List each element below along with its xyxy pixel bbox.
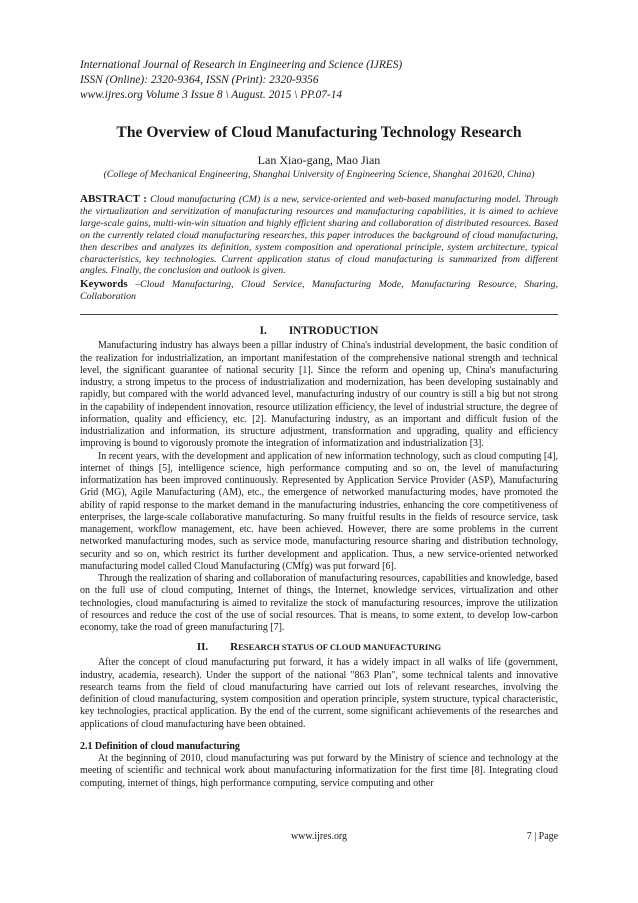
section-number: I.: [259, 325, 267, 338]
abstract-text: Cloud manufacturing (CM) is a new, service-oriented and web-based manufacturing model. Through the virtualization and servitization of manufacturing resources and manufacturing capabilities, it is aimed to achieve large-scale gains, multi-win-win situation and highly efficient sharing and collaboration of distributed resources. Based on the currently related cloud manufacturing researches, this paper introduces the background of cloud manufacturing, then describes and analyzes its definition, system composition and operational principle, system architecture, typical characteristics, key technologies. Current application status of cloud manufacturing is summarized from different angles. Finally, the conclusion and outlook is given.: [80, 194, 559, 277]
paper-affiliation: (College of Mechanical Engineering, Shanghai University of Engineering Science, Shanghai 201620, China): [103, 169, 535, 180]
journal-volume: www.ijres.org Volume 3 Issue 8 \ August. 2015 \ PP.07-14: [80, 89, 343, 101]
section-title-rest: ESEARCH STATUS OF CLOUD MANUFACTURING: [238, 642, 442, 653]
section-title: INTRODUCTION: [288, 325, 379, 338]
abstract: [80, 194, 558, 277]
abstract-label: ABSTRACT :: [80, 193, 147, 205]
intro-paragraph: Through the realization of sharing and collaboration of manufacturing resources, capabilities and knowledge, based on the full use of cloud computing, Internet of things, the Internet, knowledge services, virtualization and other technologies, cloud manufacturing is aimed to revitalize the stock of manufacturing resources, improve the utilization of resources and reduce the cost of the use of social resources. That is means, to some extent, to develop low-carbon economy, take the road of green manufacturing [7].: [80, 573, 558, 634]
intro-paragraph: In recent years, with the development and application of new information technology, such as cloud computing [4], internet of things [5], intelligence science, high performance computing and so on, the level of manufacturing informatization has been improved continuously. Represented by Application Service Provider (ASP), Manufacturing Grid (MG), Agile Manufacturing (AM), etc., the emergence of networked manufacturing modes, have promoted the ability of rapid response to the market demand in the manufacturing industries, enhancing the core competitiveness of enterprises, the large-scale collaborative manufacturing. So many fruitful results in the fields of resource service, task management, workflow management, etc. have been achieved. However, there are some problems in the current networked manufacturing modes, such as service mode, manufacturing resource sharing and distribution technology, security and so on, which restrict its further development and application. Thus, a new service-oriented networked manufacturing model called Cloud Manufacturing (CMfg) was put forward [6].: [80, 450, 558, 572]
footer-page-number: 7 | Page: [526, 831, 558, 842]
footer-site: www.ijres.org: [290, 831, 348, 842]
subsection-heading-definition: 2.1 Definition of cloud manufacturing: [80, 740, 240, 752]
paper-authors: Lan Xiao-gang, Mao Jian: [257, 153, 381, 167]
definition-paragraph: At the beginning of 2010, cloud manufacturing was put forward by the Ministry of science and technology at the meeting of scientific and technical work about manufacturing informatization for the first time [8]. Integrating cloud computing, internet of things, high performance computing, service computing and other: [80, 753, 558, 789]
paper-title: The Overview of Cloud Manufacturing Technology Research: [116, 124, 522, 141]
section-title-initial: R: [230, 641, 239, 654]
research-status-paragraph: After the concept of cloud manufacturing put forward, it has a widely impact in all walks of life (government, industry, academia, research). Under the support of the national "863 Plan", some technical talents and innovative research teams from the field of cloud manufacturing have carried out lots of relevant researches, involving the definition of cloud manufacturing, system composition and operation principle, system structure, typical characteristic, key technologies, practical application. By the end of the current, some significant achievements of the researches and applications of cloud manufacturing have been obtained.: [80, 657, 558, 730]
intro-paragraph: Manufacturing industry has always been a pillar industry of China's industrial development, the basic condition of the realization for industrialization, an important manifestation of the comprehensive national strength and technical level, the significant guarantee of national security [1]. Since the reform and opening up, China's manufacturing industry, a strong impetus to the process of industrialization and modernization, has been developing sustainably and rapidly, but compared with the world advanced level, manufacturing industry of our country is still a big but not strong in the capability of independent innovation, resource utilization efficiency, the level of industrial structure, the degree of information, quality and efficiency, etc. [2]. Manufacturing industry, as an important and difficult fusion of the industrialization and information, its structure adjustment, transformation and upgrading, quality and efficiency improving is bound to vigorously promote the integration of informatization and industrialization [3].: [80, 340, 558, 450]
section-number: II.: [196, 641, 209, 654]
section-heading-introduction: [80, 325, 558, 338]
keywords-label: Keywords: [80, 278, 128, 291]
journal-header: [80, 58, 558, 103]
divider-rule: [80, 314, 558, 315]
keywords: [80, 278, 558, 303]
keywords-text: –Cloud Manufacturing, Cloud Service, Manufacturing Mode, Manufacturing Resource, Sharing, Collaboration: [80, 279, 559, 303]
section-heading-research-status: [80, 641, 558, 654]
journal-name: International Journal of Research in Engineering and Science (IJRES): [80, 59, 403, 71]
journal-issn: ISSN (Online): 2320-9364, ISSN (Print): 2320-9356: [80, 74, 319, 86]
